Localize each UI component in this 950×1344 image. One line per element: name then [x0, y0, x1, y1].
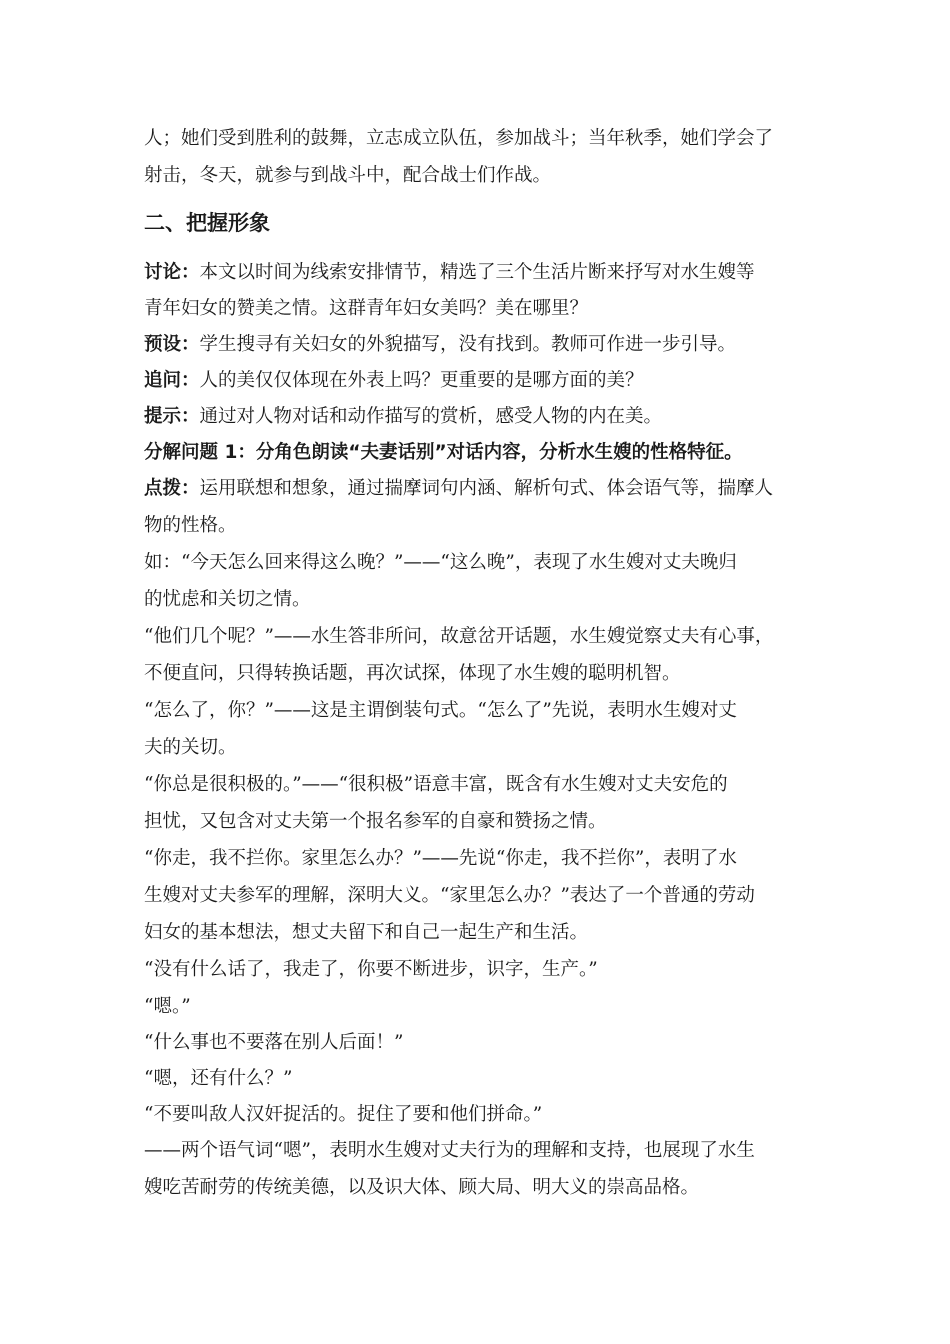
discussion-line-2: 青年妇女的赞美之情。这群青年妇女美吗？美在哪里？ [144, 298, 589, 319]
followup-text: 人的美仅仅体现在外表上吗？更重要的是哪方面的美？ [199, 370, 644, 391]
guide-label: 点拨： [144, 478, 200, 499]
dialogue-line: “没有什么话了，我走了，你要不断进步，识字，生产。” [144, 959, 598, 980]
example-line: “怎么了，你？”——这是主谓倒装句式。“怎么了”先说，表明水生嫂对丈 [144, 700, 737, 721]
guide-text: 运用联想和想象，通过揣摩词句内涵、解析句式、体会语气等，揣摩人 [199, 478, 774, 499]
hint-line [144, 404, 662, 430]
followup-line [144, 368, 644, 394]
discussion-label: 讨论： [144, 262, 200, 283]
followup-label: 追问： [144, 370, 200, 391]
guide-line [144, 476, 773, 502]
example-line: 不便直问，只得转换话题，再次试探，体现了水生嫂的聪明机智。 [144, 663, 681, 684]
paragraph-line: 人；她们受到胜利的鼓舞，立志成立队伍，参加战斗；当年秋季，她们学会了 [144, 128, 774, 149]
analysis-line: ——两个语气词“嗯”，表明水生嫂对丈夫行为的理解和支持，也展现了水生 [144, 1140, 755, 1161]
example-line: 如：“今天怎么回来得这么晚？”——“这么晚”，表现了水生嫂对丈夫晚归 [144, 552, 737, 573]
example-line: “你总是很积极的。”——“很积极”语意丰富，既含有水生嫂对丈夫安危的 [144, 774, 728, 795]
analysis-line: 嫂吃苦耐劳的传统美德，以及识大体、顾大局、明大义的崇高品格。 [144, 1177, 700, 1198]
preset-text: 学生搜寻有关妇女的外貌描写，没有找到。教师可作进一步引导。 [199, 334, 737, 355]
example-line: 夫的关切。 [144, 737, 237, 758]
dialogue-line: “嗯。” [144, 996, 191, 1017]
example-line: “你走，我不拦你。家里怎么办？”——先说“你走，我不拦你”，表明了水 [144, 848, 737, 869]
section-heading: 二、把握形象 [144, 211, 270, 235]
guide-line-2: 物的性格。 [144, 515, 237, 536]
dialogue-line: “什么事也不要落在别人后面！” [144, 1032, 404, 1053]
dialogue-line: “嗯，还有什么？” [144, 1068, 293, 1089]
example-line: 担忧，又包含对丈夫第一个报名参军的自豪和赞扬之情。 [144, 811, 607, 832]
hint-label: 提示： [144, 406, 200, 427]
example-line: 妇女的基本想法，想丈夫留下和自己一起生产和生活。 [144, 922, 589, 943]
example-line: 生嫂对丈夫参军的理解，深明大义。“家里怎么办？”表达了一个普通的劳动 [144, 885, 755, 906]
preset-label: 预设： [144, 334, 200, 355]
example-line: 的忧虑和关切之情。 [144, 589, 311, 610]
dialogue-line: “不要叫敌人汉奸捉活的。捉住了要和他们拼命。” [144, 1104, 543, 1125]
discussion-text: 本文以时间为线索安排情节，精选了三个生活片断来抒写对水生嫂等 [199, 262, 755, 283]
paragraph-line: 射击，冬天，就参与到战斗中，配合战士们作战。 [144, 165, 552, 186]
discussion-line [144, 260, 755, 286]
preset-line [144, 332, 736, 358]
example-line: “他们几个呢？”——水生答非所问，故意岔开话题，水生嫂觉察丈夫有心事， [144, 626, 774, 647]
hint-text: 通过对人物对话和动作描写的赏析，感受人物的内在美。 [199, 406, 663, 427]
problem-heading: 分解问题 1：分角色朗读“夫妻话别”对话内容，分析水生嫂的性格特征。 [144, 442, 743, 463]
